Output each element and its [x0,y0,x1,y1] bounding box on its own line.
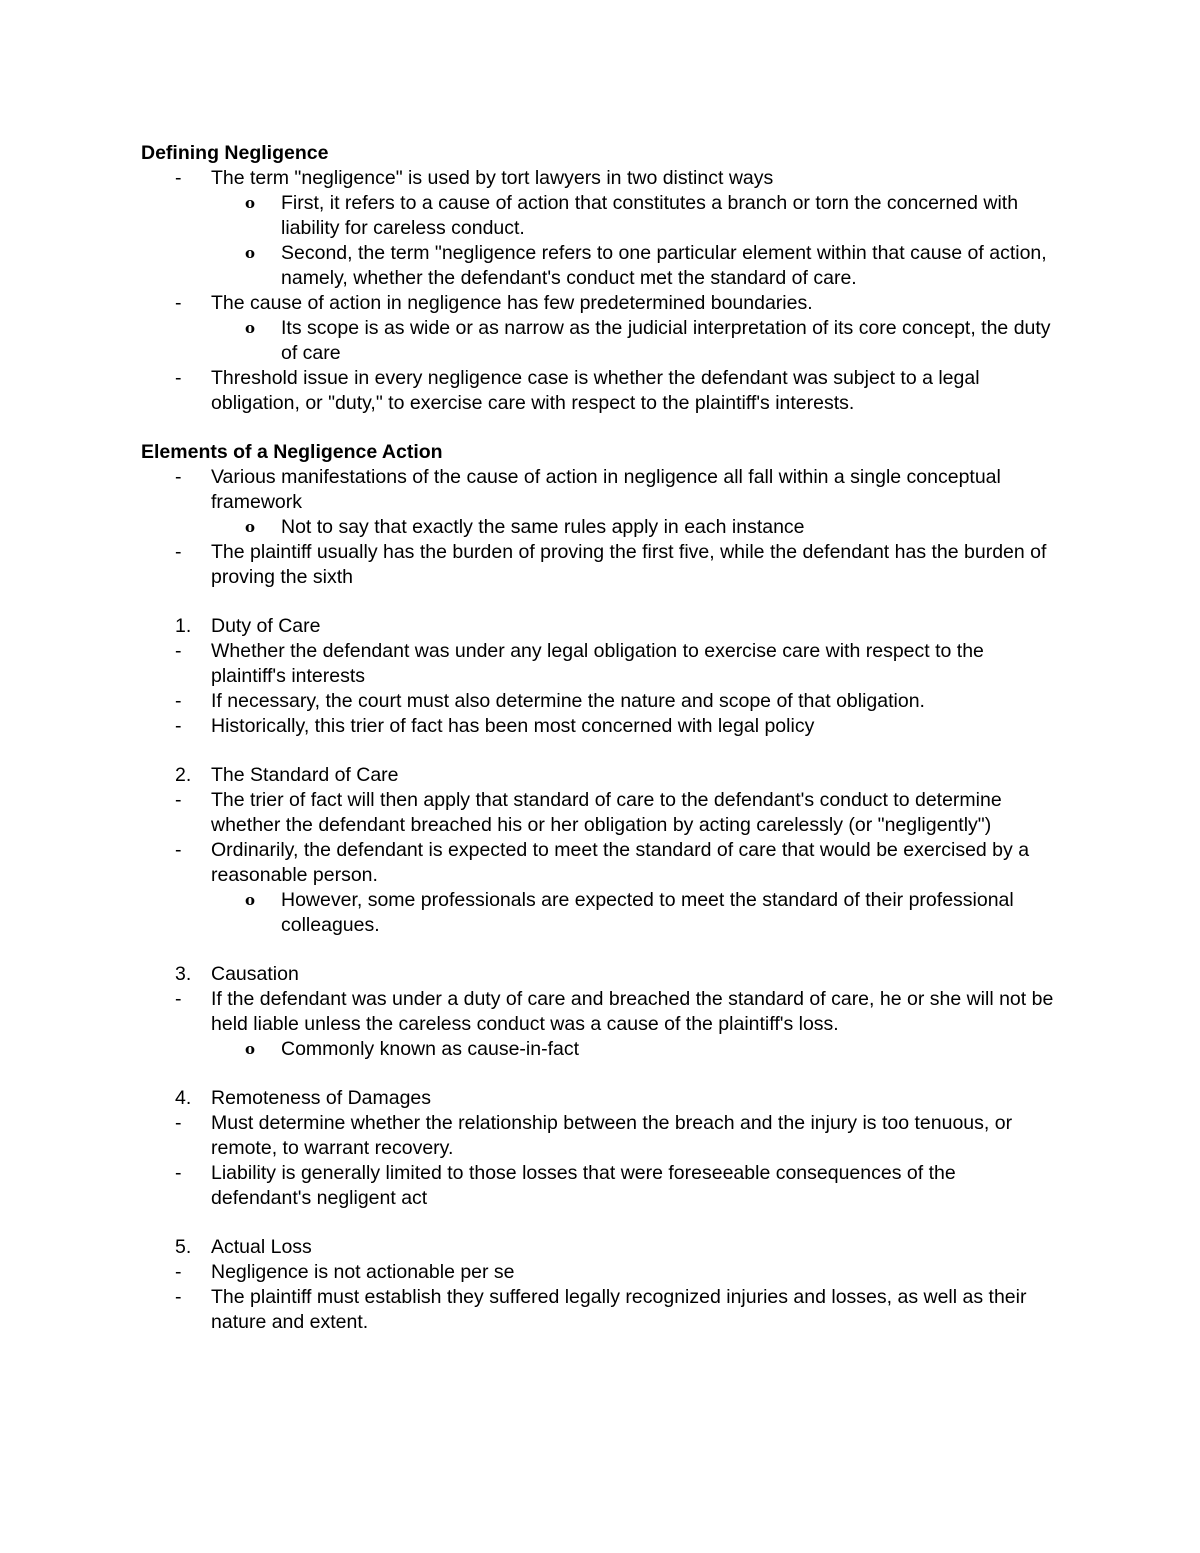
bullet-item [141,540,1061,590]
numbered-element [141,614,1061,739]
element-number: 3. [175,963,192,985]
dash-bullet-marker: - [175,541,182,563]
bullet-item [141,1111,1061,1161]
element-number: 2. [175,764,192,786]
numbered-element [141,962,1061,1062]
bullet-item [141,987,1061,1037]
sub-bullet-text: Its scope is as wide or as narrow as the judicial interpretation of its core concept, the duty of care [281,317,1051,364]
section-heading: Elements of a Negligence Action [141,441,443,463]
numbered-element [141,1086,1061,1211]
section [141,440,1061,1335]
numbered-element-title-row [141,614,1061,639]
bullet-text: Whether the defendant was under any legal obligation to exercise care with respect to the plaintiff's interests [211,640,984,687]
dash-bullet-marker: - [175,167,182,189]
bullet-text: The term "negligence" is used by tort lawyers in two distinct ways [211,167,774,189]
bullet-item [141,465,1061,515]
bullet-text: The plaintiff usually has the burden of proving the first five, while the defendant has the burden of proving the sixth [211,541,1047,588]
bullet-item [141,366,1061,416]
bullet-item [141,714,1061,739]
section-heading: Defining Negligence [141,142,329,164]
numbered-element [141,763,1061,938]
bullet-item [141,1285,1061,1335]
dash-bullet-marker: - [175,640,182,662]
bullet-item [141,838,1061,888]
dash-bullet-marker: - [175,789,182,811]
sub-bullet-text: Second, the term "negligence refers to one particular element within that cause of action, namely, whether the defendant's conduct met the standard of care. [281,242,1047,289]
circle-bullet-marker: o [245,891,256,909]
sub-bullet-item [141,888,1061,938]
circle-bullet-marker: o [245,244,256,262]
dash-bullet-marker: - [175,1112,182,1134]
numbered-element [141,1235,1061,1335]
bullet-text: If necessary, the court must also determine the nature and scope of that obligation. [211,690,925,712]
element-title: Duty of Care [211,615,321,637]
circle-bullet-marker: o [245,1040,256,1058]
numbered-element-title-row [141,1235,1061,1260]
bullet-text: Threshold issue in every negligence case is whether the defendant was subject to a legal obligation, or "duty," to exercise care with respect to the plaintiff's interests. [211,367,980,414]
bullet-text: Ordinarily, the defendant is expected to meet the standard of care that would be exercised by a reasonable person. [211,839,1030,886]
bullet-text: If the defendant was under a duty of care and breached the standard of care, he or she will not be held liable unless the careless conduct was a cause of the plaintiff's loss. [211,988,1054,1035]
numbered-element-title-row [141,763,1061,788]
bullet-item [141,1161,1061,1211]
dash-bullet-marker: - [175,690,182,712]
bullet-text: Must determine whether the relationship between the breach and the injury is too tenuous, or remote, to warrant recovery. [211,1112,1013,1159]
bullet-text: The cause of action in negligence has few predetermined boundaries. [211,292,813,314]
bullet-text: Various manifestations of the cause of action in negligence all fall within a single conceptual framework [211,466,1001,513]
element-title: The Standard of Care [211,764,399,786]
sub-bullet-item [141,515,1061,540]
bullet-text: The plaintiff must establish they suffered legally recognized injuries and losses, as well as their nature and extent. [211,1286,1027,1333]
element-number: 5. [175,1236,192,1258]
bullet-item [141,689,1061,714]
sub-bullet-item [141,1037,1061,1062]
dash-bullet-marker: - [175,1261,182,1283]
sub-bullet-item [141,241,1061,291]
sub-bullet-text: First, it refers to a cause of action that constitutes a branch or torn the concerned with liability for careless conduct. [281,192,1019,239]
dash-bullet-marker: - [175,839,182,861]
element-title: Causation [211,963,299,985]
circle-bullet-marker: o [245,518,256,536]
element-title: Actual Loss [211,1236,312,1258]
circle-bullet-marker: o [245,319,256,337]
element-number: 1. [175,615,192,637]
circle-bullet-marker: o [245,194,256,212]
bullet-text: Negligence is not actionable per se [211,1261,515,1283]
dash-bullet-marker: - [175,988,182,1010]
element-title: Remoteness of Damages [211,1087,432,1109]
bullet-item [141,166,1061,191]
dash-bullet-marker: - [175,1286,182,1308]
numbered-element-title-row [141,1086,1061,1111]
bullet-text: The trier of fact will then apply that standard of care to the defendant's conduct to determine whether the defendant breached his or her obligation by acting carelessly (or "negligently") [211,789,1002,836]
sub-bullet-text: However, some professionals are expected to meet the standard of their professional colleagues. [281,889,1014,936]
sub-bullet-text: Commonly known as cause-in-fact [281,1038,580,1060]
bullet-item [141,788,1061,838]
bullet-item [141,1260,1061,1285]
dash-bullet-marker: - [175,715,182,737]
bullet-item [141,291,1061,316]
sub-bullet-item [141,191,1061,241]
element-number: 4. [175,1087,192,1109]
dash-bullet-marker: - [175,1162,182,1184]
bullet-text: Historically, this trier of fact has been most concerned with legal policy [211,715,815,737]
sub-bullet-text: Not to say that exactly the same rules apply in each instance [281,516,805,538]
document-body [141,141,1061,1335]
bullet-item [141,639,1061,689]
dash-bullet-marker: - [175,466,182,488]
dash-bullet-marker: - [175,292,182,314]
dash-bullet-marker: - [175,367,182,389]
section [141,141,1061,416]
numbered-element-title-row [141,962,1061,987]
bullet-text: Liability is generally limited to those losses that were foreseeable consequences of the defendant's negligent act [211,1162,956,1209]
sub-bullet-item [141,316,1061,366]
